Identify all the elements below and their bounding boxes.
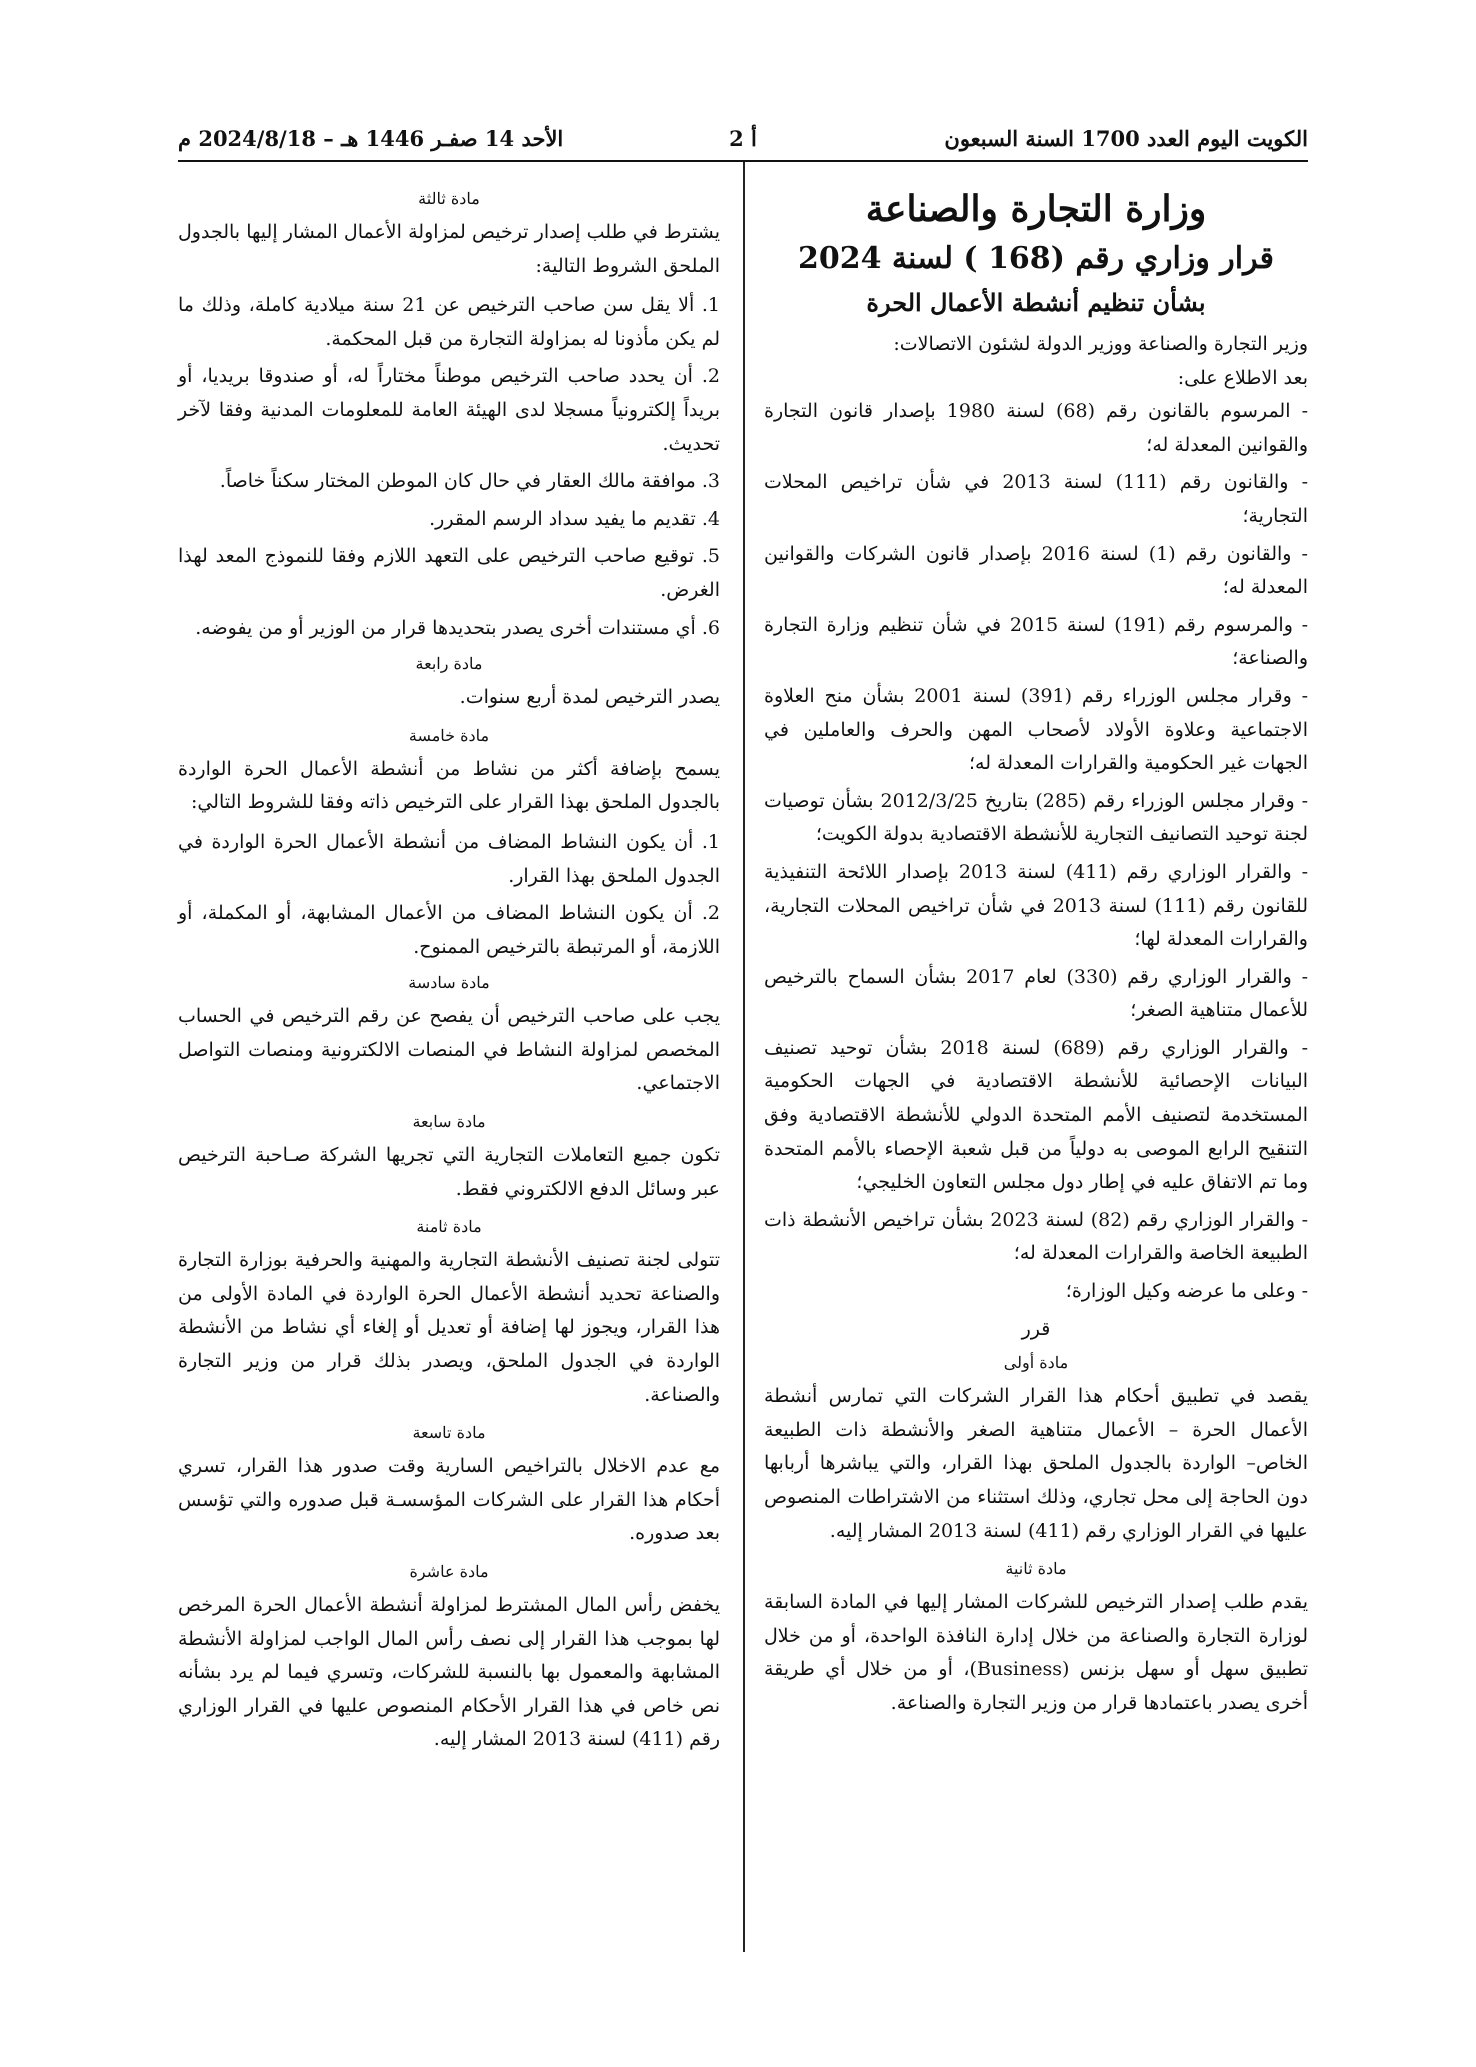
article-9-text: مع عدم الاخلال بالتراخيص السارية وقت صدور هذا القرار، تسري أحكام هذا القرار على الشركات المؤسسـة قبل صدوره والتي تؤسس بعد صدوره.: [178, 1455, 720, 1545]
article-3-item: 5. توقيع صاحب الترخيص على التعهد اللازم وفقا للنموذج المعد لهذا الغرض.: [178, 545, 720, 601]
article-8-text: تتولى لجنة تصنيف الأنشطة التجارية والمهنية والحرفية بوزارة التجارة والصناعة تحديد أنشطة الأعمال الحرة الواردة في المادة الأولى من هذا القرار، ويجوز لها إضافة أو تعديل أو إلغاء أي نشاط من الأنشطة الواردة في الجدول الملحق، ويصدر بذلك قرار من وزير التجارة والصناعة.: [178, 1249, 720, 1406]
issue-info: الكويت اليوم العدد 1700 السنة السبعون: [944, 126, 1308, 151]
article-3-item: 1. ألا يقل سن صاحب الترخيص عن 21 سنة ميلادية كاملة، وذلك ما لم يكن مأذونا له بمزاولة التجارة من قبل المحكمة.: [178, 294, 720, 350]
article-4-text: يصدر الترخيص لمدة أربع سنوات.: [459, 686, 720, 709]
article-5-item: 2. أن يكون النشاط المضاف من الأعمال المشابهة، أو المكملة، أو اللازمة، أو المرتبطة بالترخيص الممنوح.: [178, 902, 720, 958]
reference-item: - وقرار مجلس الوزراء رقم (391) لسنة 2001 بشأن منح العلاوة الاجتماعية وعلاوة الأولاد لأصحاب المهن والحرف والعاملين في الجهات غير الحكومية والقرارات المعدلة له؛: [764, 684, 1309, 775]
article-5-intro: يسمح بإضافة أكثر من نشاط من أنشطة الأعمال الحرة الواردة بالجدول الملحق بهذا القرار على الترخيص ذاته وفقا للشروط التالي:: [178, 757, 720, 814]
article-9-title: مادة تاسعة: [412, 1423, 486, 1443]
right-column: [764, 180, 1308, 1727]
ministry-title: وزارة التجارة والصناعة: [865, 188, 1207, 230]
article-3-title: مادة ثالثة: [418, 189, 480, 208]
column-divider: [743, 162, 745, 1952]
article-1-text: يقصد في تطبيق أحكام هذا القرار الشركات التي تمارس أنشطة الأعمال الحرة – الأعمال متناهية الصغر والأنشطة ذات الطبيعة الخاص– الواردة بالجدول الملحق بهذا القرار، والتي يباشرها أربابها دون الحاجة إلى محل تجاري، وذلك استثناء من الاشتراطات المنصوص عليها في القرار الوزاري رقم (411) لسنة 2013 المشار إليه.: [764, 1385, 1308, 1542]
article-7-title: مادة سابعة: [412, 1112, 486, 1132]
issue-date: الأحد 14 صفـر 1446 هـ – 2024/8/18 م: [178, 126, 564, 151]
reference-item: - والقرار الوزاري رقم (411) لسنة 2013 بإصدار اللائحة التنفيذية للقانون رقم (111) لسنة 2013 في شأن تراخيص المحلات التجارية، والقرارات المعدلة لها؛: [764, 860, 1309, 951]
reference-item: - والقرار الوزاري رقم (330) لعام 2017 بشأن السماح بالترخيص للأعمال متناهية الصغر؛: [764, 965, 1308, 1022]
article-3-item: 2. أن يحدد صاحب الترخيص موطناً مختاراً له، أو صندوقا بريديا، أو بريداً إلكترونياً مسجلا لدى الهيئة العامة للمعلومات المدنية وفقا لآخر تحديث.: [178, 365, 720, 455]
article-5-item: 1. أن يكون النشاط المضاف من أنشطة الأعمال الحرة الواردة في الجدول الملحق بهذا القرار.: [178, 830, 720, 887]
decision-subject: بشأن تنظيم أنشطة الأعمال الحرة: [866, 288, 1206, 317]
article-3-intro: يشترط في طلب إصدار ترخيص لمزاولة الأعمال المشار إليها بالجدول الملحق الشروط التالية:: [178, 221, 720, 277]
reference-item: - والقانون رقم (1) لسنة 2016 بإصدار قانون الشركات والقوانين المعدلة له؛: [764, 542, 1308, 599]
article-7-text: تكون جميع التعاملات التجارية التي تجريها الشركة صـاحبة الترخيص عبر وسائل الدفع الالكتروني فقط.: [178, 1144, 720, 1200]
article-10-title: مادة عاشرة: [409, 1562, 489, 1581]
minister-line: وزير التجارة والصناعة ووزير الدولة لشئون الاتصالات:: [893, 333, 1308, 355]
article-3-item: 3. موافقة مالك العقار في حال كان الموطن المختار سكناً خاصاً.: [219, 470, 720, 493]
reference-item: - والقرار الوزاري رقم (689) لسنة 2018 بشأن توحيد تصنيف البيانات الإحصائية للأنشطة الاقتصادية في الجهات الحكومية المستخدمة لتصنيف الأمم المتحدة الدولي للأنشطة الاقتصادية وفق التنقيح الرابع الموصى به دولياً من قبل شعبة الإحصاء بالأمم المتحدة وما تم الاتفاق عليه في إطار دول مجلس التعاون الخليجي؛: [764, 1036, 1308, 1194]
page-header: [178, 118, 1308, 158]
decided-heading: قرر: [1021, 1317, 1051, 1340]
left-column: [178, 182, 720, 1763]
article-6-title: مادة سادسة: [408, 973, 490, 993]
article-2-title: مادة ثانية: [1005, 1559, 1067, 1579]
article-10-text: يخفض رأس المال المشترط لمزاولة أنشطة الأعمال الحرة المرخص لها بموجب هذا القرار إلى نصف رأس المال الواجب لمزاولة الأنشطة المشابهة والمعمول بها بالنسبة للشركات، وتسري فيما لم يرد بشأنه نص خاص في هذا القرار الأحكام المنصوص عليها في القرار الوزاري رقم (411) لسنة 2013 المشار إليه.: [178, 1594, 720, 1751]
article-8-title: مادة ثامنة: [416, 1217, 482, 1237]
reference-item: - وقرار مجلس الوزراء رقم (285) بتاريخ 2012/3/25 بشأن توصيات لجنة توحيد التصانيف التجارية للأنشطة الاقتصادية بدولة الكويت؛: [764, 789, 1309, 846]
reference-item: - والقرار الوزاري رقم (82) لسنة 2023 بشأن تراخيص الأنشطة ذات الطبيعة الخاصة والقرارات المعدلة له؛: [764, 1208, 1309, 1265]
after-review-line: بعد الاطلاع على:: [1177, 366, 1308, 389]
page-number: أ 2: [729, 126, 757, 151]
article-3-item: 6. أي مستندات أخرى يصدر بتحديدها قرار من الوزير أو من يفوضه.: [195, 616, 720, 639]
article-2-text: يقدم طلب إصدار الترخيص للشركات المشار إليها في المادة السابقة لوزارة التجارة والصناعة من خلال إدارة النافذة الواحدة، أو من خلال تطبيق سهل أو سهل بزنس (Business)، أو من خلال أي طريقة أخرى يصدر باعتمادها قرار من وزير التجارة والصناعة.: [764, 1591, 1308, 1714]
article-4-title: مادة رابعة: [415, 654, 483, 674]
article-1-title: مادة أولى: [1003, 1353, 1069, 1373]
decision-title: قرار وزاري رقم (168 ) لسنة 2024: [797, 241, 1275, 276]
reference-item: - والقانون رقم (111) لسنة 2013 في شأن تراخيص المحلات التجارية؛: [764, 471, 1308, 527]
article-3-item: 4. تقديم ما يفيد سداد الرسم المقرر.: [429, 507, 720, 530]
reference-item: - المرسوم بالقانون رقم (68) لسنة 1980 بإصدار قانون التجارة والقوانين المعدلة له؛: [764, 400, 1308, 456]
reference-item: - والمرسوم رقم (191) لسنة 2015 في شأن تنظيم وزارة التجارة والصناعة؛: [764, 613, 1308, 670]
article-6-text: يجب على صاحب الترخيص أن يفصح عن رقم الترخيص في الحساب المخصص لمزاولة النشاط في المنصات الالكترونية ومنصات التواصل الاجتماعي.: [178, 1005, 720, 1095]
article-5-title: مادة خامسة: [408, 725, 490, 745]
reference-item: - وعلى ما عرضه وكيل الوزارة؛: [1065, 1280, 1308, 1303]
